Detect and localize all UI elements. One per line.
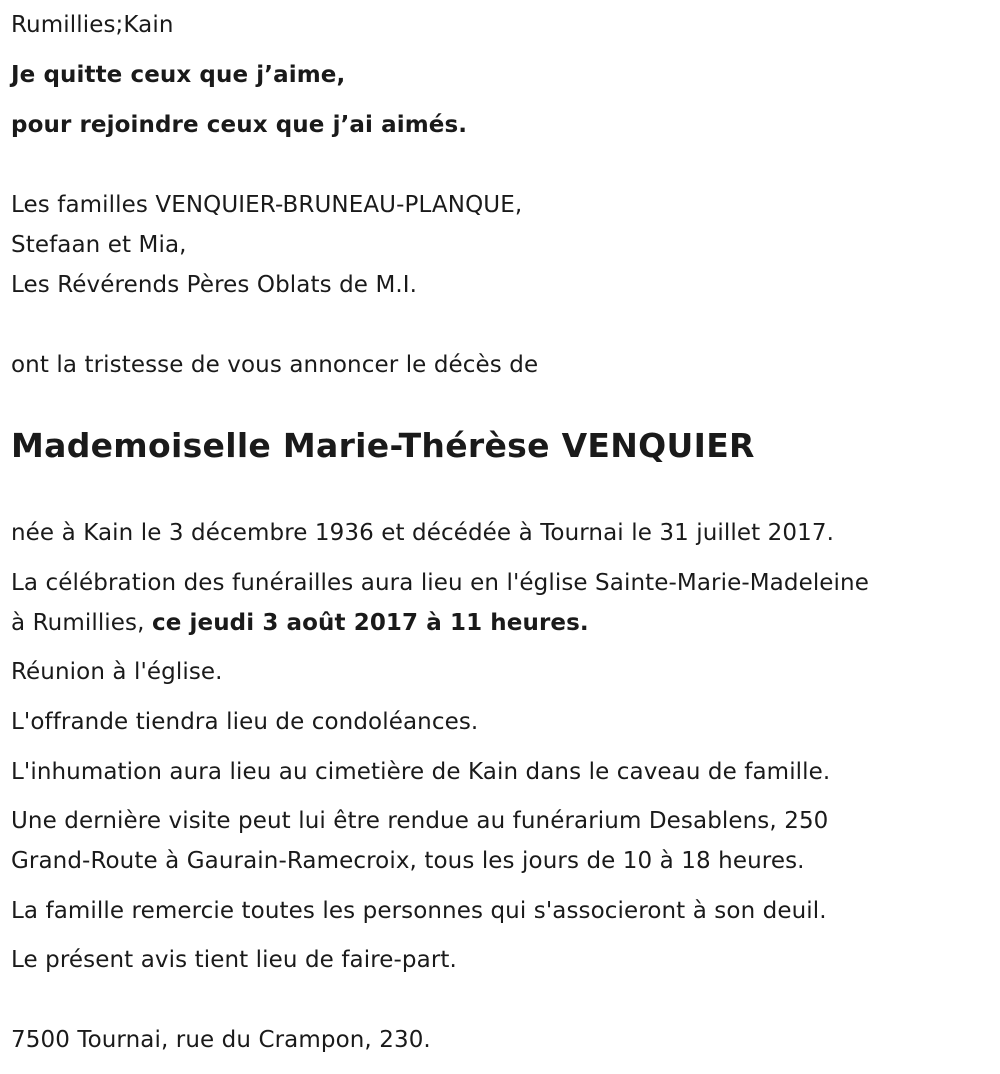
burial-text: L'inhumation aura lieu au cimetière de Kain dans le caveau de famille. (11, 759, 831, 785)
thanks-text: La famille remercie toutes les personnes qui s'associeront à son deuil. (11, 898, 827, 924)
location-header: Rumillies;Kain (11, 12, 174, 38)
offering-text: L'offrande tiendra lieu de condoléances. (11, 709, 479, 735)
meeting-text: Réunion à l'église. (11, 659, 223, 685)
notice-text: Le présent avis tient lieu de faire-part. (11, 947, 457, 973)
announcement-text: ont la tristesse de vous annoncer le décès de (11, 352, 539, 378)
ceremony-line-1: La célébration des funérailles aura lieu en l'église Sainte-Marie-Madeleine (11, 570, 869, 596)
deceased-name: Mademoiselle Marie-Thérèse VENQUIER (11, 426, 755, 465)
ceremony-line-2 (11, 603, 589, 643)
families-line-1: Les familles VENQUIER-BRUNEAU-PLANQUE, (11, 192, 523, 218)
address-text: 7500 Tournai, rue du Crampon, 230. (11, 1027, 431, 1053)
birth-death-text: née à Kain le 3 décembre 1936 et décédée à Tournai le 31 juillet 2017. (11, 520, 834, 546)
families-line-2: Stefaan et Mia, (11, 232, 187, 258)
quote-line-1: Je quitte ceux que j’aime, (11, 62, 346, 88)
ceremony-place: à Rumillies, (11, 610, 145, 636)
families-line-3: Les Révérends Pères Oblats de M.I. (11, 272, 418, 298)
visit-line-1: Une dernière visite peut lui être rendue au funérarium Desablens, 250 (11, 808, 829, 834)
visit-line-2: Grand-Route à Gaurain-Ramecroix, tous les jours de 10 à 18 heures. (11, 848, 805, 874)
quote-line-2: pour rejoindre ceux que j’ai aimés. (11, 112, 468, 138)
ceremony-date: ce jeudi 3 août 2017 à 11 heures. (151, 610, 589, 636)
